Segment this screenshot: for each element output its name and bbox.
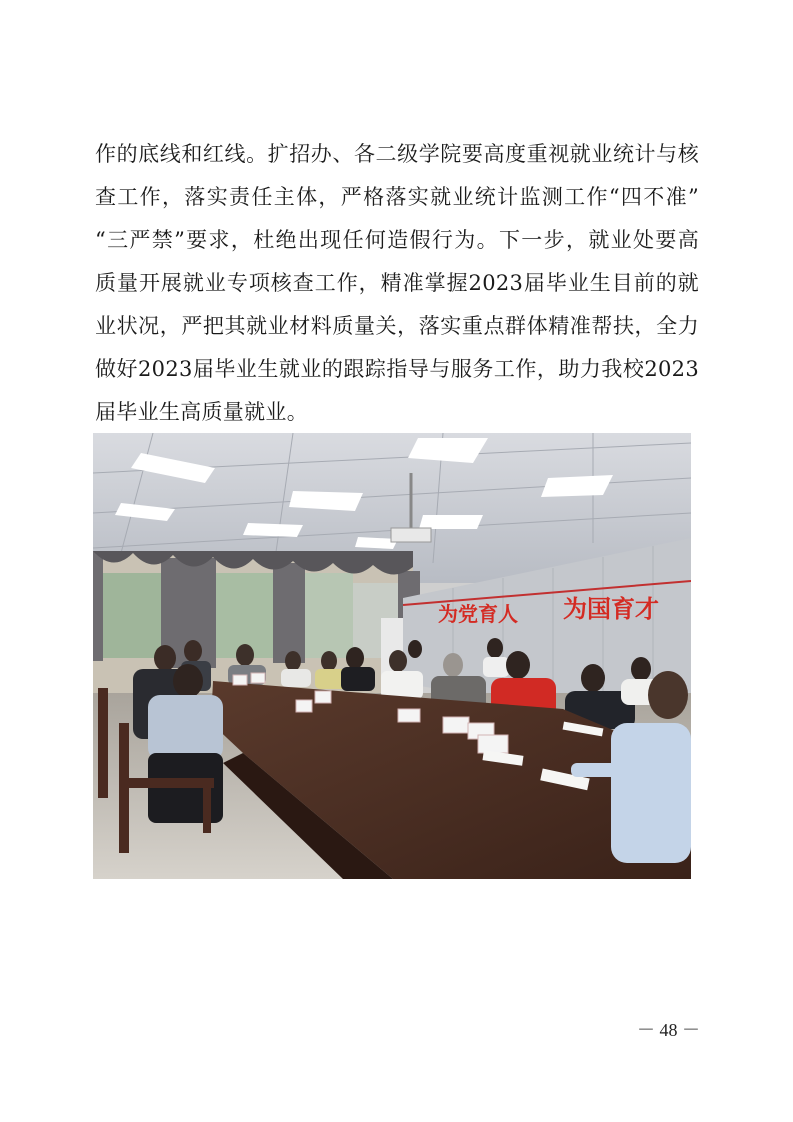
wall-slogan-1: 为党育人 bbox=[438, 602, 518, 626]
paragraph-line: 质量开展就业专项核查工作，精准掌握2023届毕业生目前的就 bbox=[95, 271, 699, 295]
paragraph-line: 做好2023届毕业生就业的跟踪指导与服务工作，助力我校2023 bbox=[95, 357, 699, 381]
wall-slogan-2: 为国育才 bbox=[563, 595, 659, 623]
body-paragraph bbox=[95, 133, 699, 434]
paragraph-line: 查工作，落实责任主体，严格落实就业统计监测工作“四不准” bbox=[95, 185, 699, 209]
page-number: － 48 － bbox=[637, 1020, 700, 1040]
paragraph-line: 业状况，严把其就业材料质量关，落实重点群体精准帮扶，全力 bbox=[95, 314, 699, 338]
paragraph-line: “三严禁”要求，杜绝出现任何造假行为。下一步，就业处要高 bbox=[95, 228, 699, 252]
meeting-photo bbox=[93, 433, 691, 879]
paragraph-line: 作的底线和红线。扩招办、各二级学院要高度重视就业统计与核 bbox=[95, 142, 699, 166]
paragraph-line: 届毕业生高质量就业。 bbox=[95, 400, 308, 424]
